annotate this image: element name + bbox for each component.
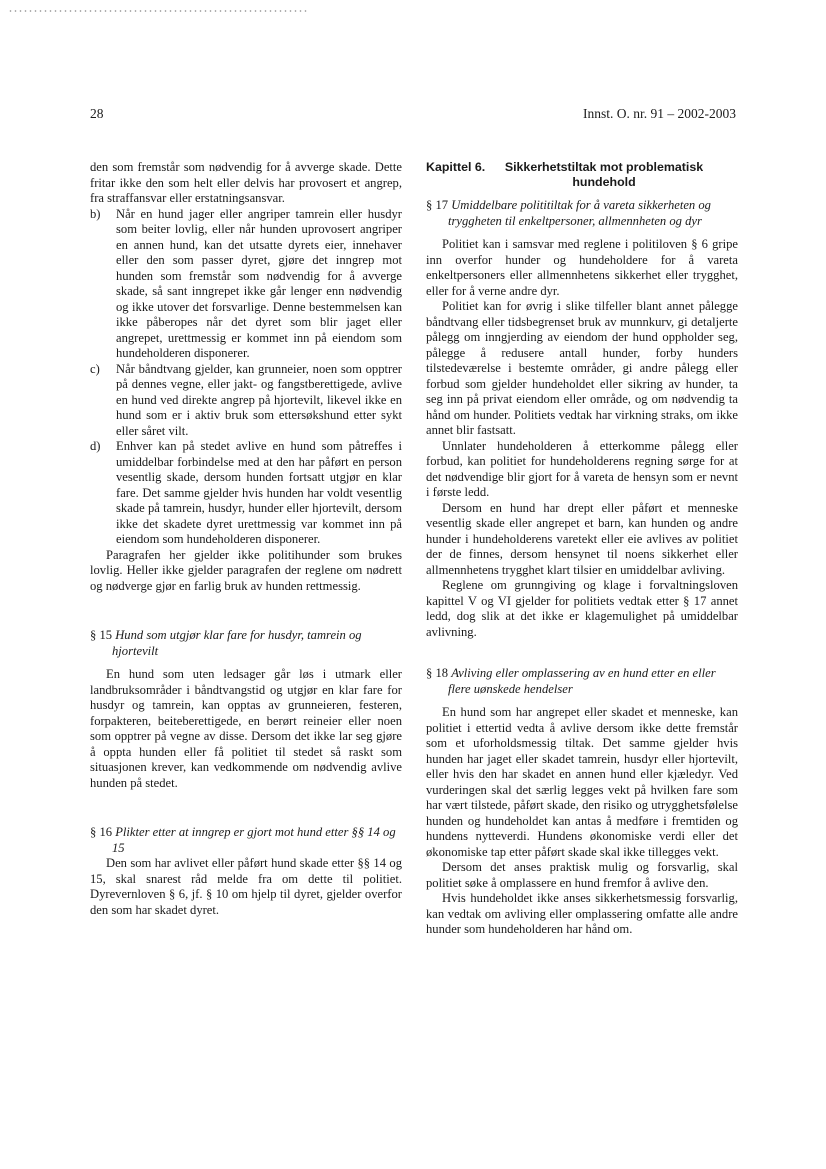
list-marker: b) bbox=[90, 206, 101, 221]
paragraph: Politiet kan i samsvar med reglene i politiloven § 6 gripe inn overfor hunder og hundeholdere for å vareta enkeltpersoners eller allmennhetens sikkerhet eller trygghet, eller for å verne andre dyr. bbox=[426, 237, 738, 298]
continued-paragraph: den som fremstår som nødvendig for å avverge skade. Dette fritar ikke den som helt eller delvis har provosert et angrep, fra straffansvar eller erstatningsansvar. bbox=[90, 160, 402, 205]
paragraph: Politiet kan for øvrig i slike tilfeller blant annet pålegge båndtvang eller tidsbegrenset bruk av munnkurv, gi detaljerte pålegg om inngjerding av eiendom der hund oppholder seg, pålegge å redusere antall hunder, forby hunders tilstedeværelse i bestemte områder, gi andre pålegg eller forbud som gjelder hundeholdet eller sikring av hunder, ta seg inn på privat eiendom eller område, og om nødvendig ta hånd om hunder. Politiets vedtak har virkning straks, om ikke annet blir fastsatt. bbox=[426, 299, 738, 437]
list-item bbox=[90, 207, 402, 362]
right-column bbox=[426, 160, 738, 938]
list-marker: d) bbox=[90, 439, 101, 453]
list-item-text: Når en hund jager eller angriper tamrein eller husdyr som beiter lovlig, eller når hunden uprovosert angriper en annen hund, kan det utsatte dyrets eier, innehaver eller den som passer dyret, gjøre det inngrep mot hunden som fremstår som nødvendig for å avverge skade, så sant inngrepet ikke går lenger enn nødvendig og ikke utover det forsvarlige. Denne bestemmelsen kan ikke påberopes når det dyret som blir jaget eller angrepet, urettmessig er kommet inn på eiendom som hundeholderen disponerer. bbox=[116, 206, 402, 360]
document-reference: Innst. O. nr. 91 – 2002-2003 bbox=[583, 106, 736, 121]
section-heading-16: § 16 Plikter etter at inngrep er gjort mot hund etter §§ 14 og 15 bbox=[90, 825, 396, 855]
section-heading-17: § 17 Umiddelbare polititiltak for å vareta sikkerheten og tryggheten til enkeltpersoner, allmennheten og dyr bbox=[426, 198, 711, 228]
page-number: 28 bbox=[90, 106, 104, 121]
list-item-text: Enhver kan på stedet avlive en hund som påtreffes i umiddelbar forbindelse med at den har påført en person vesentlig skade, dersom hunden fortsatt utgjør en klar fare. Det samme gjelder hvis hunden har voldt vesentlig skade på tamrein, husdyr, hunder eller hjortevilt, dersom ikke det skadete dyret urettmessig var kommet inn på eiendom som hundeholderen disponerer. bbox=[116, 439, 402, 546]
left-column bbox=[90, 160, 402, 918]
chapter-title: Sikkerhetstiltak mot problematisk hundehold bbox=[504, 160, 704, 189]
paragraph: Hvis hundeholdet ikke anses sikkerhetsmessig forsvarlig, kan vedtak om avliving eller omplassering omfatte alle andre hunder som hundeholderen har hånd om. bbox=[426, 891, 738, 936]
section-heading-18: § 18 Avliving eller omplassering av en hund etter en eller flere uønskede hendelser bbox=[426, 666, 716, 696]
paragraph: Dersom det anses praktisk mulig og forsvarlig, skal politiet søke å omplassere en hund fremfor å avlive den. bbox=[426, 860, 738, 890]
paragraph: Reglene om grunngiving og klage i forvaltningsloven kapittel V og VI gjelder for politiets vedtak etter § 17 annet ledd, dog slik at det ikke er klagemulighet på umiddelbar avlivning. bbox=[426, 578, 738, 639]
paragraph: Paragrafen her gjelder ikke politihunder som brukes lovlig. Heller ikke gjelder paragrafen der reglene om nødrett og nødverge gjør en farlig bruk av hunden rettmessig. bbox=[90, 547, 402, 593]
chapter-heading bbox=[426, 160, 738, 190]
list-item bbox=[90, 439, 402, 548]
list-marker: c) bbox=[90, 361, 100, 376]
list-item-text: Når båndtvang gjelder, kan grunneier, noen som opptrer på dennes vegne, eller jakt- og fangstberettigede, avlive en hund ved direkte angrep på hjortevilt, likevel ikke en hund som er i aktiv bruk som ettersøkshund etter sykt eller såret vilt. bbox=[116, 361, 402, 438]
section-15-text: En hund som uten ledsager går løs i utmark eller landbruksområder i båndtvangstid og utgjør en klar fare for husdyr og tamrein, kan opptas av grunneieren, festeren, forpakteren, beiteberettigede, en berørt reineier eller noen som opptrer på vegne av disse. Dersom det ikke lar seg gjøre å oppta hunden eller få politiet til stedet så raskt som situasjonen krever, kan vedkommende om nødvendig avlive hunden på stedet. bbox=[90, 667, 402, 790]
chapter-number: Kapittel 6. bbox=[426, 160, 486, 174]
provision-list bbox=[90, 207, 402, 548]
page-header bbox=[90, 106, 736, 124]
list-item bbox=[90, 362, 402, 440]
paragraph: En hund som har angrepet eller skadet et menneske, kan politiet i ettertid vedta å avlive dersom ikke dette fremstår som et uforholdsmessig tiltak. Det samme gjelder hvis hunden har jaget eller skadet tamrein, husdyr eller hjortevilt, eller hvis den har skadet en annen hund eller kjæledyr. Ved vurderingen skal det særlig legges vekt på hvilken fare som har vært tilstede, påført skade, den risiko og utrygghetsfølelse hunden og hundeholdet kan antas å medføre i fremtiden og hundens nytteverdi. Hundens økonomiske verdi eller det økonomiske tap etter påført skade skal ikke tillegges vekt. bbox=[426, 705, 738, 859]
paragraph: Unnlater hundeholderen å etterkomme pålegg eller forbud, kan politiet for hundeholderens regning sørge for at det nødvendige blir gjort for å vareta de hensyn som er nevnt i første ledd. bbox=[426, 438, 738, 499]
section-16-text: Den som har avlivet eller påført hund skade etter §§ 14 og 15, skal snarest råd melde fra om dette til politiet. Dyrevernloven § 6, jf. § 10 om hjelp til dyret, gjelder overfor den som har skadet dyret. bbox=[90, 856, 402, 917]
paragraph: Dersom en hund har drept eller påført et menneske vesentlig skade eller angrepet et barn, kan hunden og andre hunder i hundeholderens varetekt eller eie avlives av politiet der de finnes, dersom hensynet til noens sikkerhet eller allmennhetens trygghet klart tilsier en umiddelbar avliving. bbox=[426, 500, 738, 577]
section-heading-15: § 15 Hund som utgjør klar fare for husdyr, tamrein og hjortevilt bbox=[90, 628, 362, 658]
scan-dotted-line bbox=[8, 10, 308, 12]
